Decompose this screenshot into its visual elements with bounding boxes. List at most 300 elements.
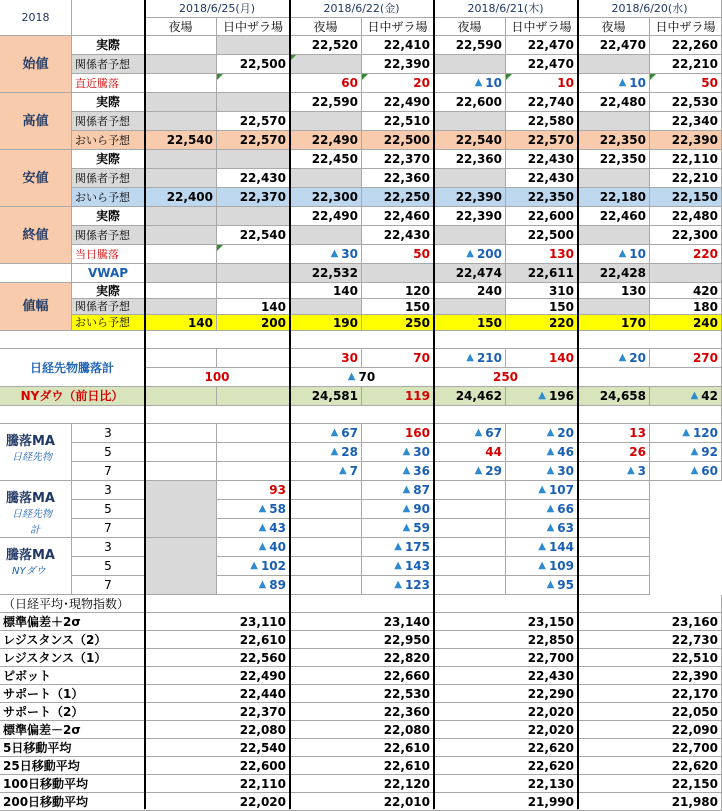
ma1-cell xyxy=(290,462,362,481)
column-separator xyxy=(577,0,579,809)
nk-sum: 250 xyxy=(434,368,578,387)
ma-title: 騰落MA xyxy=(6,491,55,506)
cell-value: 89 xyxy=(269,578,286,592)
index-value: 21,980 xyxy=(578,793,722,811)
ma3-cell xyxy=(217,576,290,595)
open_chg-cell: 10 xyxy=(506,74,578,93)
ma2-cell xyxy=(506,481,578,500)
blank xyxy=(290,557,362,576)
comment-marker-icon xyxy=(650,74,656,80)
cell-value: 92 xyxy=(701,445,718,459)
close_chg-cell xyxy=(145,245,217,264)
high_pro-cell: 22,510 xyxy=(362,112,434,131)
ma3-cell xyxy=(506,557,578,576)
low_pro-cell: 22,430 xyxy=(217,169,290,188)
cell-value: 30 xyxy=(341,247,358,261)
cell-value: 102 xyxy=(260,559,286,573)
blank xyxy=(578,481,650,500)
high_pro-cell: 22,340 xyxy=(650,112,722,131)
cell-value: 30 xyxy=(413,445,430,459)
open_actual-cell: 22,590 xyxy=(434,36,506,55)
low_oira-cell: 22,370 xyxy=(217,188,290,207)
label-oira: おいら予想 xyxy=(72,315,145,331)
ma-period: 5 xyxy=(72,500,145,519)
ma-subtitle: NYダウ xyxy=(12,566,46,577)
header-night: 夜場 xyxy=(434,18,506,36)
range_oira-cell: 250 xyxy=(362,315,434,331)
low_oira-cell: 22,300 xyxy=(290,188,362,207)
open_actual-cell: 22,260 xyxy=(650,36,722,55)
index-value: 23,150 xyxy=(434,613,578,631)
index-label: サポート（1） xyxy=(0,685,145,703)
ma2-cell xyxy=(506,500,578,519)
vwap-cell: 22,474 xyxy=(434,264,506,283)
index-value: 22,080 xyxy=(145,721,290,739)
up-triangle-icon: ▲ xyxy=(474,427,483,438)
cell-value: 43 xyxy=(269,521,286,535)
ma3-cell xyxy=(217,538,290,557)
vwap-cell: 22,611 xyxy=(506,264,578,283)
cell-value: 70 xyxy=(358,370,376,384)
range_oira-cell: 150 xyxy=(434,315,506,331)
ma1-cell xyxy=(650,443,722,462)
index-value: 22,620 xyxy=(578,757,722,775)
up-triangle-icon: ▲ xyxy=(538,390,546,401)
index-value: 22,700 xyxy=(434,649,578,667)
open_actual-cell: 22,410 xyxy=(362,36,434,55)
label-oira: おいら予想 xyxy=(72,188,145,207)
ma3-cell xyxy=(362,538,434,557)
cell-value: 63 xyxy=(557,521,574,535)
low_actual-cell: 22,110 xyxy=(650,150,722,169)
nydow-cell xyxy=(145,387,217,406)
ma2-cell: 93 xyxy=(217,481,290,500)
ma3-cell xyxy=(362,557,434,576)
index-label: 5日移動平均 xyxy=(0,739,145,757)
close_actual-cell xyxy=(145,207,217,226)
close_actual-cell: 22,390 xyxy=(434,207,506,226)
ma1-cell xyxy=(145,424,217,443)
index-value: 22,540 xyxy=(145,739,290,757)
range_actual-cell: 120 xyxy=(362,283,434,299)
up-triangle-icon: ▲ xyxy=(546,579,555,590)
ma-period: 3 xyxy=(72,538,145,557)
index-value: 22,080 xyxy=(290,721,434,739)
blank xyxy=(578,576,650,595)
label-day-change: 当日騰落 xyxy=(72,245,145,264)
high_actual-cell: 22,530 xyxy=(650,93,722,112)
index-value: 22,730 xyxy=(578,631,722,649)
nk_total-cell xyxy=(145,349,217,368)
low_pro-cell: 22,210 xyxy=(650,169,722,188)
vwap-cell xyxy=(145,264,217,283)
high_actual-cell xyxy=(217,93,290,112)
comment-marker-icon xyxy=(217,245,223,251)
close_chg-cell xyxy=(578,245,650,264)
close_actual-cell xyxy=(217,207,290,226)
label-nydow: NYダウ（前日比） xyxy=(0,387,145,406)
header-night: 夜場 xyxy=(290,18,362,36)
ma1-cell xyxy=(434,462,506,481)
low_oira-cell: 22,250 xyxy=(362,188,434,207)
open_actual-cell: 22,520 xyxy=(290,36,362,55)
index-value: 22,290 xyxy=(434,685,578,703)
ma-period: 3 xyxy=(72,481,145,500)
header-night: 夜場 xyxy=(578,18,650,36)
header-day: 日中ザラ場 xyxy=(650,18,722,36)
column-separator xyxy=(144,0,146,809)
blank xyxy=(434,576,506,595)
index-label: 100日移動平均 xyxy=(0,775,145,793)
close_chg-cell xyxy=(434,245,506,264)
ma1-cell: 44 xyxy=(434,443,506,462)
open_pro-cell: 22,390 xyxy=(362,55,434,74)
up-triangle-icon: ▲ xyxy=(474,465,483,476)
blank xyxy=(434,481,506,500)
ma2-cell xyxy=(217,519,290,538)
range_pro-cell xyxy=(434,299,506,315)
index-value: 22,530 xyxy=(290,685,434,703)
header-date: 2018/6/20(水) xyxy=(578,0,722,18)
blank xyxy=(290,500,362,519)
close_actual-cell: 22,600 xyxy=(506,207,578,226)
cell-value: 95 xyxy=(557,578,574,592)
ma-period: 7 xyxy=(72,576,145,595)
high_pro-cell: 22,580 xyxy=(506,112,578,131)
ma-period: 5 xyxy=(72,443,145,462)
cell-value: 10 xyxy=(629,247,646,261)
range_actual-cell xyxy=(217,283,290,299)
nydow-cell: 119 xyxy=(362,387,434,406)
index-value: 22,430 xyxy=(434,667,578,685)
label-vwap: VWAP xyxy=(72,264,145,283)
ma3-cell xyxy=(217,557,290,576)
ma1-cell: 26 xyxy=(578,443,650,462)
index-note: （日経平均･現物指数） xyxy=(0,595,722,613)
close_pro-cell xyxy=(145,226,217,245)
ma1-cell xyxy=(506,443,578,462)
index-value: 22,560 xyxy=(145,649,290,667)
low_actual-cell xyxy=(217,150,290,169)
nk-sum: 100 xyxy=(145,368,290,387)
header-date: 2018/6/21(木) xyxy=(434,0,578,18)
nk_total-cell xyxy=(434,349,506,368)
high_pro-cell xyxy=(434,112,506,131)
column-separator xyxy=(433,0,435,809)
comment-marker-icon xyxy=(506,74,512,80)
open_pro-cell: 22,210 xyxy=(650,55,722,74)
ma1-cell xyxy=(217,443,290,462)
header-night: 夜場 xyxy=(145,18,217,36)
label-pro: 関係者予想 xyxy=(72,112,145,131)
open_pro-cell: 22,500 xyxy=(217,55,290,74)
cell-value: 90 xyxy=(413,502,430,516)
ma3-cell xyxy=(506,576,578,595)
up-triangle-icon: ▲ xyxy=(402,522,411,533)
index-label: 標準偏差＋2σ xyxy=(0,613,145,631)
open_chg-cell: 20 xyxy=(362,74,434,93)
up-triangle-icon: ▲ xyxy=(546,446,555,457)
header-day: 日中ザラ場 xyxy=(362,18,434,36)
vwap-cell xyxy=(217,264,290,283)
up-triangle-icon: ▲ xyxy=(618,352,627,363)
cell-value: 7 xyxy=(349,464,358,478)
index-value: 22,130 xyxy=(434,775,578,793)
open_chg-cell: 50 xyxy=(650,74,722,93)
ma1-cell xyxy=(650,462,722,481)
nydow-cell: 24,658 xyxy=(578,387,650,406)
up-triangle-icon: ▲ xyxy=(546,503,555,514)
index-value: 22,820 xyxy=(290,649,434,667)
low_oira-cell: 22,150 xyxy=(650,188,722,207)
header-blank xyxy=(72,0,145,36)
range_oira-cell: 140 xyxy=(145,315,217,331)
nydow-cell: 24,462 xyxy=(434,387,506,406)
label-recent-change: 直近騰落 xyxy=(72,74,145,93)
nk-sum xyxy=(290,368,434,387)
range_actual-cell xyxy=(145,283,217,299)
ma1-cell: 13 xyxy=(578,424,650,443)
nk_total-cell xyxy=(217,349,290,368)
low_actual-cell: 22,350 xyxy=(578,150,650,169)
header-year: 2018 xyxy=(0,0,72,36)
ma3-cell xyxy=(362,576,434,595)
high_actual-cell: 22,600 xyxy=(434,93,506,112)
index-value: 22,020 xyxy=(434,721,578,739)
index-label: 標準偏差－2σ xyxy=(0,721,145,739)
blank xyxy=(578,519,650,538)
low_pro-cell xyxy=(290,169,362,188)
index-value: 22,610 xyxy=(290,739,434,757)
nydow-cell: 24,581 xyxy=(290,387,362,406)
ma-period: 7 xyxy=(72,519,145,538)
header-day: 日中ザラ場 xyxy=(217,18,290,36)
high_actual-cell: 22,590 xyxy=(290,93,362,112)
cell-value: 200 xyxy=(476,247,502,261)
high_oira-cell: 22,540 xyxy=(145,131,217,150)
up-triangle-icon: ▲ xyxy=(258,522,267,533)
up-triangle-icon: ▲ xyxy=(618,77,627,88)
index-value: 22,610 xyxy=(290,757,434,775)
ma2-cell xyxy=(362,481,434,500)
blank xyxy=(434,557,506,576)
cell-value: 66 xyxy=(557,502,574,516)
nydow-cell xyxy=(217,387,290,406)
column-separator xyxy=(289,0,291,809)
close_pro-cell: 22,540 xyxy=(217,226,290,245)
index-label: 200日移動平均 xyxy=(0,793,145,811)
comment-marker-icon xyxy=(362,74,368,80)
label-low: 安値 xyxy=(0,150,72,207)
up-triangle-icon: ▲ xyxy=(546,522,555,533)
ma1-cell xyxy=(217,462,290,481)
up-triangle-icon: ▲ xyxy=(546,465,555,476)
high_oira-cell: 22,350 xyxy=(578,131,650,150)
index-value: 22,610 xyxy=(145,631,290,649)
index-value: 22,020 xyxy=(434,703,578,721)
up-triangle-icon: ▲ xyxy=(250,560,258,571)
cell-value: 67 xyxy=(341,426,358,440)
label-actual: 実際 xyxy=(72,36,145,55)
close_chg-cell xyxy=(217,245,290,264)
high_oira-cell: 22,540 xyxy=(434,131,506,150)
index-value: 22,850 xyxy=(434,631,578,649)
vwap-cell: 22,428 xyxy=(578,264,650,283)
up-triangle-icon: ▲ xyxy=(330,248,339,259)
low_pro-cell: 22,430 xyxy=(506,169,578,188)
label-pro: 関係者予想 xyxy=(72,55,145,74)
cell-value: 59 xyxy=(413,521,430,535)
ma2-cell xyxy=(217,500,290,519)
low_pro-cell: 22,360 xyxy=(362,169,434,188)
close_pro-cell: 22,430 xyxy=(362,226,434,245)
close_actual-cell: 22,460 xyxy=(362,207,434,226)
index-value: 22,600 xyxy=(145,757,290,775)
high_actual-cell xyxy=(145,93,217,112)
index-value: 22,050 xyxy=(578,703,722,721)
cell-value: 10 xyxy=(485,76,502,90)
cell-value: 196 xyxy=(548,389,574,403)
index-label: レジスタンス（1） xyxy=(0,649,145,667)
high_oira-cell: 22,390 xyxy=(650,131,722,150)
open_pro-cell xyxy=(578,55,650,74)
up-triangle-icon: ▲ xyxy=(538,484,546,495)
index-value: 22,660 xyxy=(290,667,434,685)
comment-marker-icon xyxy=(217,74,223,80)
ma1-cell xyxy=(290,443,362,462)
label-high: 高値 xyxy=(0,93,72,150)
low_pro-cell xyxy=(145,169,217,188)
cell-value: 120 xyxy=(692,426,718,440)
label-range: 値幅 xyxy=(0,283,72,331)
up-triangle-icon: ▲ xyxy=(402,446,411,457)
index-value: 22,020 xyxy=(145,793,290,811)
high_actual-cell: 22,480 xyxy=(578,93,650,112)
blank xyxy=(578,538,650,557)
range_oira-cell: 240 xyxy=(650,315,722,331)
ma2-cell xyxy=(506,519,578,538)
close_actual-cell: 22,480 xyxy=(650,207,722,226)
nk_total-cell: 270 xyxy=(650,349,722,368)
cell-value: 20 xyxy=(629,351,646,365)
range_actual-cell: 240 xyxy=(434,283,506,299)
blank xyxy=(578,368,722,387)
up-triangle-icon: ▲ xyxy=(618,248,627,259)
high_actual-cell: 22,490 xyxy=(362,93,434,112)
cell-value: 46 xyxy=(557,445,574,459)
gray-block xyxy=(145,481,217,538)
gray-block xyxy=(145,538,217,595)
open_actual-cell: 22,470 xyxy=(578,36,650,55)
cell-value: 107 xyxy=(548,483,574,497)
up-triangle-icon: ▲ xyxy=(258,541,267,552)
nk_total-cell: 140 xyxy=(506,349,578,368)
ma3-cell xyxy=(506,538,578,557)
high_oira-cell: 22,570 xyxy=(506,131,578,150)
low_actual-cell: 22,430 xyxy=(506,150,578,169)
blank xyxy=(434,519,506,538)
index-value: 22,440 xyxy=(145,685,290,703)
index-value: 22,090 xyxy=(578,721,722,739)
cell-value: 29 xyxy=(485,464,502,478)
open_chg-cell xyxy=(145,74,217,93)
low_actual-cell xyxy=(145,150,217,169)
high_pro-cell xyxy=(578,112,650,131)
up-triangle-icon: ▲ xyxy=(394,560,402,571)
range_pro-cell: 180 xyxy=(650,299,722,315)
up-triangle-icon: ▲ xyxy=(466,352,474,363)
ma-subtitle: 日経先物 xyxy=(12,509,52,520)
cell-value: 30 xyxy=(557,464,574,478)
index-value: 22,010 xyxy=(290,793,434,811)
up-triangle-icon: ▲ xyxy=(402,465,411,476)
cell-value: 58 xyxy=(269,502,286,516)
open_pro-cell: 22,470 xyxy=(506,55,578,74)
ma1-cell xyxy=(362,443,434,462)
label-pro: 関係者予想 xyxy=(72,299,145,315)
low_oira-cell: 22,390 xyxy=(434,188,506,207)
cell-value: 40 xyxy=(269,540,286,554)
index-value: 22,150 xyxy=(578,775,722,793)
range_pro-cell xyxy=(290,299,362,315)
open_actual-cell xyxy=(217,36,290,55)
blank xyxy=(290,481,362,500)
ma1-cell: 160 xyxy=(362,424,434,443)
vwap-cell xyxy=(650,264,722,283)
ma1-cell xyxy=(506,424,578,443)
up-triangle-icon: ▲ xyxy=(682,427,690,438)
blank xyxy=(578,557,650,576)
nk_total-cell xyxy=(578,349,650,368)
high_pro-cell xyxy=(290,112,362,131)
cell-value: 28 xyxy=(341,445,358,459)
up-triangle-icon: ▲ xyxy=(538,560,546,571)
range_actual-cell: 420 xyxy=(650,283,722,299)
nydow-cell xyxy=(650,387,722,406)
close_actual-cell: 22,490 xyxy=(290,207,362,226)
up-triangle-icon: ▲ xyxy=(394,541,402,552)
ma1-cell xyxy=(145,443,217,462)
index-value: 23,160 xyxy=(578,613,722,631)
open_chg-cell xyxy=(578,74,650,93)
index-value: 23,140 xyxy=(290,613,434,631)
low_pro-cell xyxy=(578,169,650,188)
range_pro-cell: 140 xyxy=(217,299,290,315)
label-pro: 関係者予想 xyxy=(72,169,145,188)
up-triangle-icon: ▲ xyxy=(690,465,699,476)
header-date: 2018/6/22(金) xyxy=(290,0,434,18)
high_oira-cell: 22,490 xyxy=(290,131,362,150)
ma2-cell xyxy=(362,519,434,538)
close_actual-cell: 22,460 xyxy=(578,207,650,226)
index-value: 21,990 xyxy=(434,793,578,811)
cell-value: 109 xyxy=(548,559,574,573)
label-close: 終値 xyxy=(0,207,72,264)
up-triangle-icon: ▲ xyxy=(546,427,555,438)
up-triangle-icon: ▲ xyxy=(626,465,635,476)
open_pro-cell xyxy=(145,55,217,74)
vwap-cell xyxy=(362,264,434,283)
blank xyxy=(434,500,506,519)
range_actual-cell: 140 xyxy=(290,283,362,299)
up-triangle-icon: ▲ xyxy=(402,484,411,495)
open_pro-cell xyxy=(434,55,506,74)
cell-value: 87 xyxy=(413,483,430,497)
low_oira-cell: 22,180 xyxy=(578,188,650,207)
high_pro-cell: 22,570 xyxy=(217,112,290,131)
up-triangle-icon: ▲ xyxy=(258,503,267,514)
up-triangle-icon: ▲ xyxy=(347,371,356,382)
